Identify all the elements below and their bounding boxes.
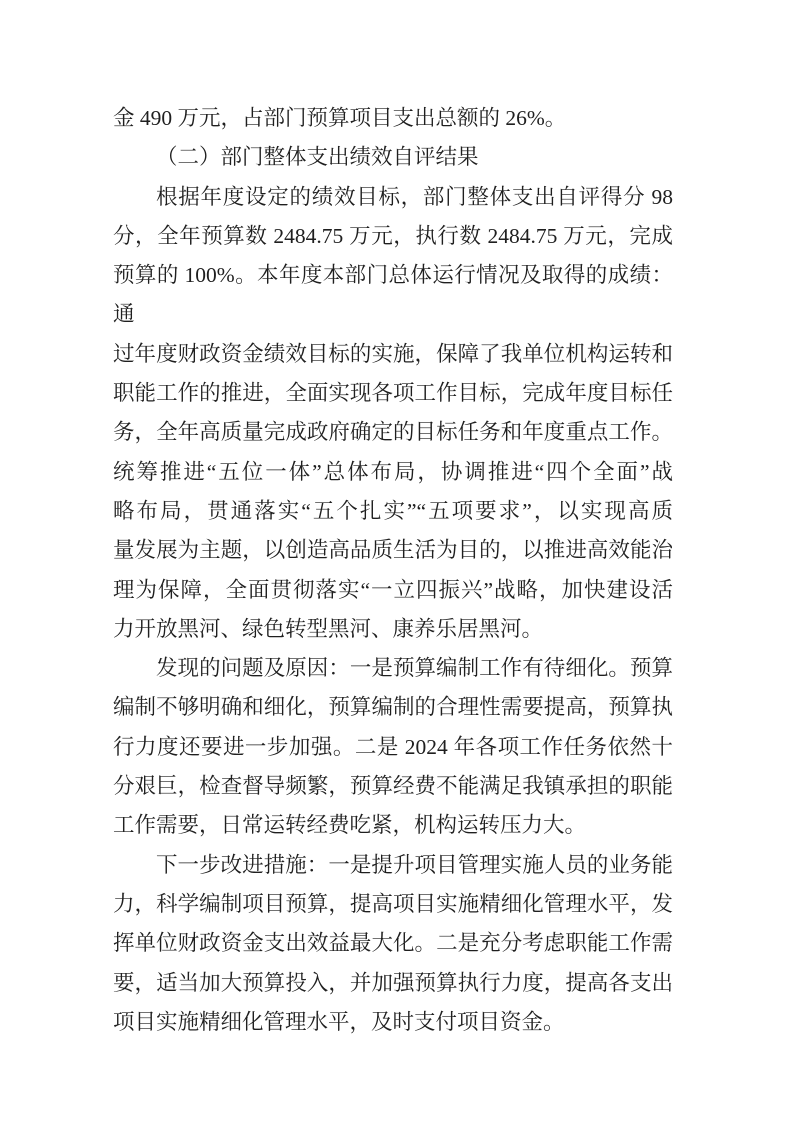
text-line: 预算的 100%。本年度本部门总体运行情况及取得的成绩：通 [113,263,673,327]
text-line: 职能工作的推进，全面实现各项工作目标，完成年度目标任 [113,381,673,406]
text-line: （二）部门整体支出绩效自评结果 [156,145,479,170]
text-line: 项目实施精细化管理水平，及时支付项目资金。 [113,1009,565,1034]
document-body [113,99,673,1042]
text-line: 要，适当加大预算投入，并加强预算执行力度，提高各支出 [113,970,673,995]
text-line: 行力度还要进一步加强。二是 2024 年各项工作任务依然十 [113,734,673,759]
text-line: 下一步改进措施：一是提升项目管理实施人员的业务能 [156,852,673,877]
text-line: 力开放黑河、绿色转型黑河、康养乐居黑河。 [113,616,544,641]
text-line: 编制不够明确和细化，预算编制的合理性需要提高，预算执 [113,695,673,720]
text-line: 力，科学编制项目预算，提高项目实施精细化管理水平，发 [113,891,673,916]
text-line: 统筹推进“五位一体”总体布局，协调推进“四个全面”战 [113,459,673,484]
text-line: 发现的问题及原因：一是预算编制工作有待细化。预算 [156,656,673,681]
text-line: 量发展为主题，以创造高品质生活为目的，以推进高效能治 [113,538,673,563]
text-line: 工作需要，日常运转经费吃紧，机构运转压力大。 [113,813,587,838]
paragraph-self-evaluation-result [113,178,673,650]
paragraph-continuation [113,99,673,138]
text-line: 根据年度设定的绩效目标，部门整体支出自评得分 98 [156,184,673,209]
text-line: 挥单位财政资金支出效益最大化。二是充分考虑职能工作需 [113,931,673,956]
paragraph-improvement-measures [113,846,673,1042]
section-heading [113,138,673,177]
text-line: 过年度财政资金绩效目标的实施，保障了我单位机构运转和 [113,341,673,366]
text-line: 务，全年高质量完成政府确定的目标任务和年度重点工作。 [113,420,673,445]
text-line: 金 490 万元，占部门预算项目支出总额的 26%。 [113,106,567,130]
text-line: 分艰巨，检查督导频繁，预算经费不能满足我镇承担的职能 [113,774,673,799]
text-line: 分，全年预算数 2484.75 万元，执行数 2484.75 万元，完成 [113,223,673,248]
paragraph-problems-and-causes [113,649,673,845]
text-line: 理为保障，全面贯彻落实“一立四振兴”战略，加快建设活 [113,577,673,602]
text-line: 略布局，贯通落实“五个扎实”“五项要求”，以实现高质 [113,498,673,523]
